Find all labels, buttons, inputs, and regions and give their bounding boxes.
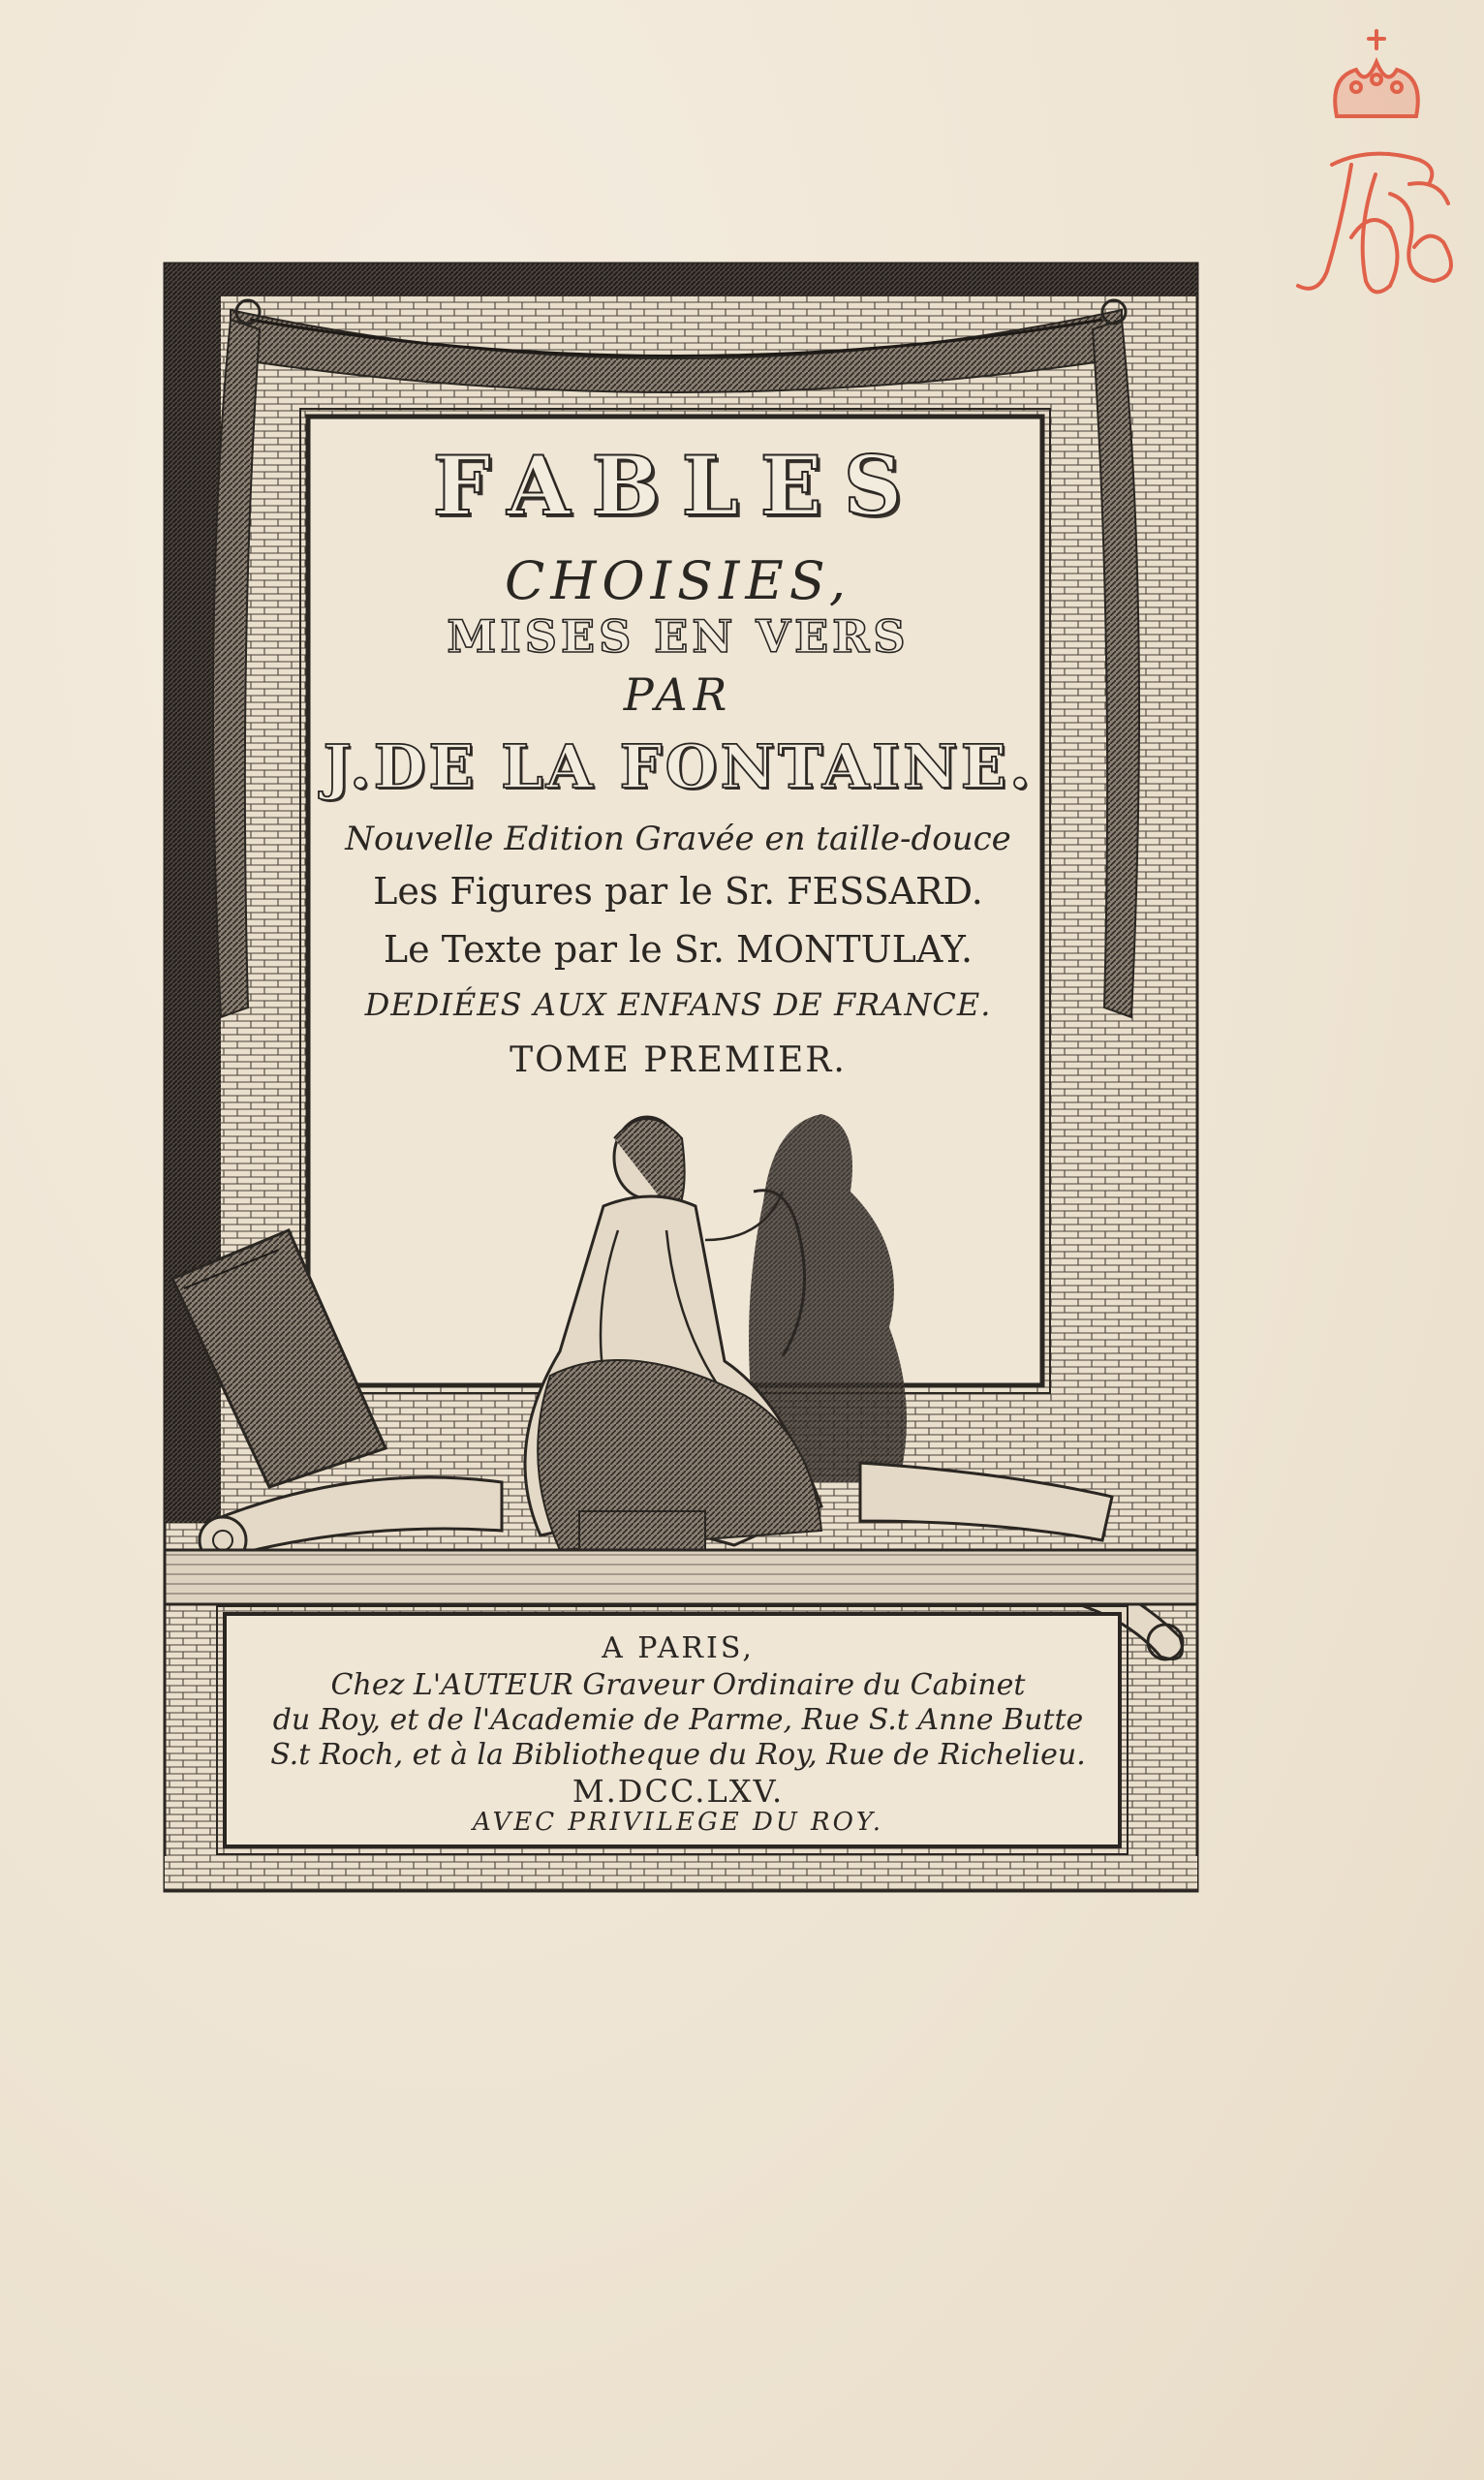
dedication-line: DEDIÉES AUX ENFANS DE FRANCE. — [364, 986, 992, 1023]
imprint-date: M.DCC.LXV. — [572, 1773, 785, 1810]
volume-line: TOME PREMIER. — [510, 1040, 847, 1080]
figures-credit: Les Figures par le Sr. FESSARD. — [373, 870, 983, 913]
edition-line: Nouvelle Edition Gravée en taille-douce — [345, 820, 1011, 858]
imprint-privilege: AVEC PRIVILEGE DU ROY. — [472, 1808, 884, 1837]
author-name: J.DE LA FONTAINE. — [323, 731, 1034, 802]
imprint-line-1: Chez L'AUTEUR Graveur Ordinaire du Cabinet — [330, 1668, 1026, 1702]
line-par: PAR — [623, 668, 733, 721]
imprint-line-2: du Roy, et de l'Academie de Parme, Rue S.t Anne Butte — [272, 1703, 1084, 1737]
subtitle-choisies: CHOISIES, — [505, 550, 851, 611]
imprint-city: A PARIS, — [602, 1631, 755, 1665]
line-mises-en-vers: MISES EN VERS — [447, 610, 910, 663]
title-fables: FABLES — [432, 438, 924, 534]
text-credit: Le Texte par le Sr. MONTULAY. — [383, 928, 974, 971]
crowned-monogram-stamp-icon — [1283, 19, 1477, 329]
imprint-line-3: S.t Roch, et à la Bibliotheque du Roy, Rue de Richelieu. — [270, 1738, 1086, 1772]
